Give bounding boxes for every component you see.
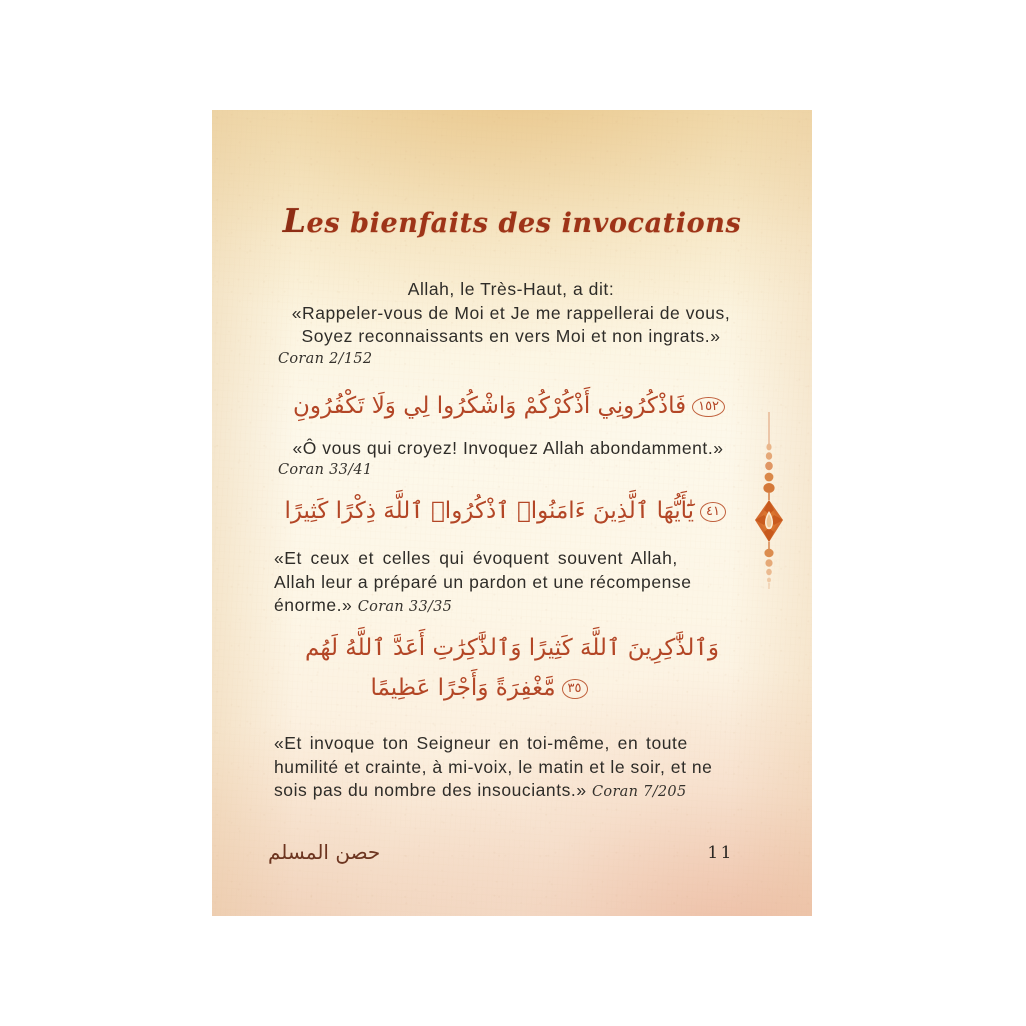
- book-page: [212, 110, 812, 916]
- passage-4-reference: Coran 7/205: [592, 784, 687, 800]
- arabic-verse-1-text: فَاذْكُرُونِي أَذْكُرْكُمْ وَاشْكُرُوا لِي وَلَا تَكْفُرُونِ: [292, 393, 687, 419]
- verse-marker-41: ٤١: [700, 502, 726, 522]
- passage-4-line1: «Et invoque ton Seigneur en toi-même, en toute: [274, 733, 688, 753]
- arabic-verse-3-line2: مَّغْفِرَةً وَأَجْرًا عَظِيمًا: [370, 675, 556, 701]
- passage-french-3: [274, 547, 744, 620]
- passage-2-reference: Coran 33/41: [278, 461, 373, 478]
- passage-french-1: [272, 278, 750, 369]
- title-text: es bienfaits des invocations: [306, 208, 742, 239]
- arabic-verse-3: [260, 628, 764, 708]
- passage-3-line1: «Et ceux et celles qui évoquent souvent Allah,: [274, 548, 678, 568]
- passage-2-line1: «Ô vous qui croyez! Invoquez Allah abondamment.»: [292, 438, 724, 458]
- arabic-verse-1: [292, 388, 732, 424]
- verse-marker-35: ٣٥: [562, 679, 588, 699]
- passage-french-4: [274, 732, 746, 805]
- passage-1-lead: Allah, le Très-Haut, a dit:: [407, 279, 615, 299]
- passage-4-line2: humilité et crainte, à mi-voix, le matin et le soir, et ne: [274, 756, 713, 777]
- arabic-verse-3-line1: وَٱلذَّٰكِرِينَ ٱللَّهَ كَثِيرًا وَٱلذَّٰكِرَٰتِ أَعَدَّ ٱللَّهُ لَهُم: [305, 635, 719, 661]
- passage-4-line3: sois pas du nombre des insouciants.»: [274, 780, 587, 800]
- medallion-shape: [755, 500, 783, 542]
- footer-book-title: حصن المسلم: [268, 840, 381, 864]
- page-content: [212, 110, 812, 916]
- passage-1-reference: Coran 2/152: [278, 350, 373, 367]
- verse-marker-152: ١٥٢: [692, 397, 725, 417]
- footer-page-number: 11: [707, 843, 734, 863]
- passage-3-line2: Allah leur a préparé un pardon et une récompense: [274, 571, 692, 592]
- arabic-verse-3-line2-wrap: [260, 668, 764, 708]
- page-title: [212, 201, 812, 240]
- passage-1-line2: Soyez reconnaissants en vers Moi et non ingrats.»: [301, 326, 721, 346]
- arabic-verse-2: [284, 493, 732, 529]
- arabic-verse-2-text: يَٰٓأَيُّهَا ٱلَّذِينَ ءَامَنُوا۟ ٱذْكُرُوا۟ ٱللَّهَ ذِكْرًا كَثِيرًا: [284, 498, 695, 524]
- passage-french-2: [272, 437, 744, 480]
- passage-3-line3: énorme.»: [274, 595, 353, 615]
- hanging-pendant-ornament: [743, 410, 795, 590]
- passage-1-line1: «Rappeler-vous de Moi et Je me rappellerai de vous,: [291, 302, 731, 323]
- title-initial-letter: L: [282, 201, 307, 240]
- passage-3-reference: Coran 33/35: [357, 599, 453, 615]
